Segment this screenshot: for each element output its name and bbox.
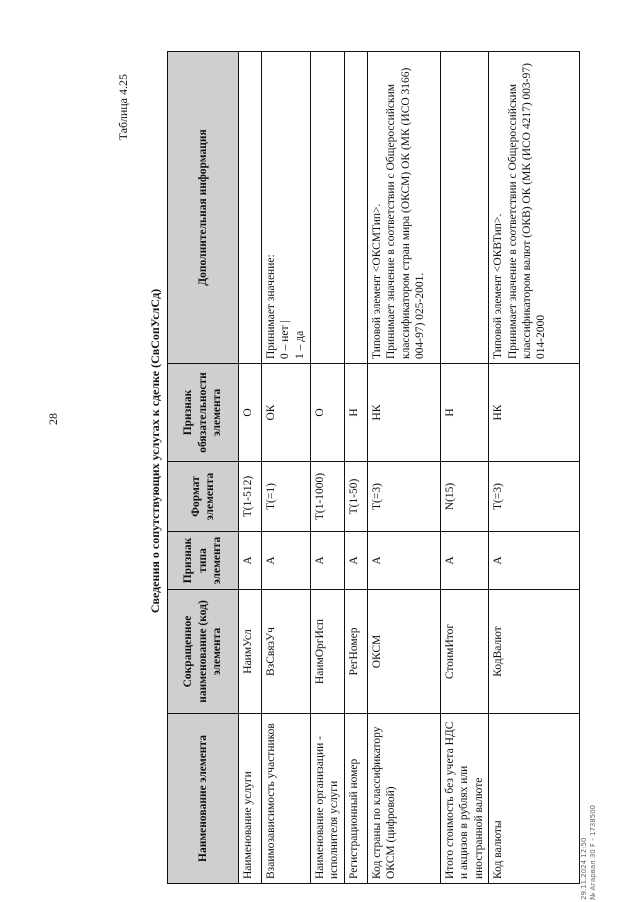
cell-code: ВзСвязУч: [262, 590, 311, 714]
cell-code: НаимОргИсп: [311, 590, 345, 714]
table-row: [345, 52, 368, 884]
cell-required: О: [311, 364, 345, 462]
table-row: [441, 52, 489, 884]
cell-info: Типовой элемент <ОКВТип>. Принимает значение в соответствии с Общероссийским классификатором валют (ОКВ) ОК (МК (ИСО 4217) 003-97) 014-2000: [489, 52, 580, 364]
cell-info: [311, 52, 345, 364]
cell-required: О: [239, 364, 262, 462]
table-row: [489, 52, 580, 884]
table-title: Сведения о сопутствующих услугах к сделке (СвСопУслСд): [148, 288, 162, 614]
cell-type: А: [345, 532, 368, 590]
cell-name: Код страны по классификатору ОКСМ (цифровой): [368, 714, 441, 884]
cell-name: Взаимозависимость участников: [262, 714, 311, 884]
header-info: Дополнительная информация: [168, 52, 239, 364]
cell-format: T(=1): [262, 462, 311, 532]
cell-type: А: [368, 532, 441, 590]
cell-name: Наименование услуги: [239, 714, 262, 884]
cell-format: T(=3): [368, 462, 441, 532]
cell-info: [239, 52, 262, 364]
cell-name: Итого стоимость без учета НДС и акцизов в рублях или иностранной валюте: [441, 714, 489, 884]
table-header-row: [168, 52, 239, 884]
cell-name: Регистрационный номер: [345, 714, 368, 884]
cell-format: T(1-1000): [311, 462, 345, 532]
cell-code: СтоимИтог: [441, 590, 489, 714]
cell-required: НК: [368, 364, 441, 462]
header-code: Сокращенное наименование (код) элемента: [168, 590, 239, 714]
stamp-line: 29.11.2024 12:50: [580, 837, 588, 900]
table-row: [262, 52, 311, 884]
stamp-line: № Агарвал 30 F - 1738500: [589, 804, 598, 900]
cell-code: НаимУсл: [239, 590, 262, 714]
cell-format: N(15): [441, 462, 489, 532]
cell-type: А: [262, 532, 311, 590]
cell-info: Принимает значение: 0 – нет | 1 – да: [262, 52, 311, 364]
table-row: [239, 52, 262, 884]
header-type: Признак типа элемента: [168, 532, 239, 590]
cell-name: Код валюты: [489, 714, 580, 884]
header-format: Формат элемента: [168, 462, 239, 532]
cell-format: T(1-512): [239, 462, 262, 532]
cell-required: Н: [345, 364, 368, 462]
table-row: [368, 52, 441, 884]
cell-format: T(1-50): [345, 462, 368, 532]
cell-required: ОК: [262, 364, 311, 462]
cell-type: А: [239, 532, 262, 590]
header-name: Наименование элемента: [168, 714, 239, 884]
cell-type: А: [311, 532, 345, 590]
cell-type: А: [441, 532, 489, 590]
cell-required: Н: [441, 364, 489, 462]
cell-required: НК: [489, 364, 580, 462]
cell-code: ОКСМ: [368, 590, 441, 714]
cell-code: РегНомер: [345, 590, 368, 714]
header-required: Признак обязательности элемента: [168, 364, 239, 462]
document-stamp: [580, 805, 598, 900]
cell-format: T(=3): [489, 462, 580, 532]
cell-name: Наименование организации - исполнителя услуги: [311, 714, 345, 884]
cell-type: А: [489, 532, 580, 590]
cell-info: [441, 52, 489, 364]
cell-code: КодВалют: [489, 590, 580, 714]
table-row: [311, 52, 345, 884]
table-caption: Таблица 4.25: [116, 74, 130, 141]
cell-info: Типовой элемент <ОКСМТип>. Принимает значение в соответствии с Общероссийским классификатором стран мира (ОКСМ) ОК (МК (ИСО 3166) 004-97) 025-2001.: [368, 52, 441, 364]
page-number: 28: [46, 413, 60, 425]
cell-info: [345, 52, 368, 364]
elements-table: [167, 51, 580, 884]
